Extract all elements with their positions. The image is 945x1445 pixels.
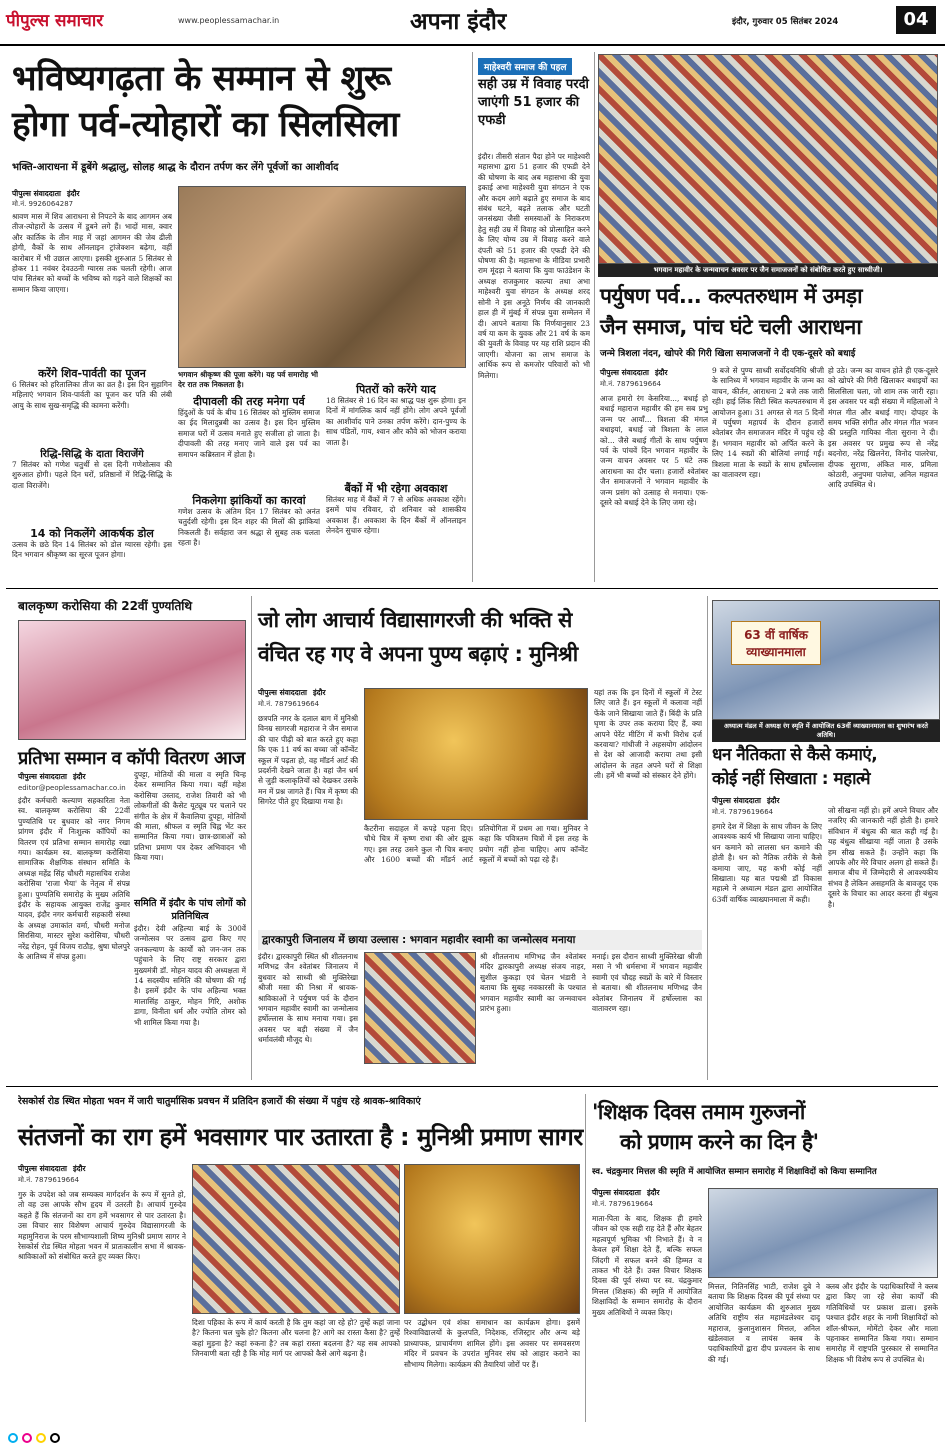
story3-photo-caption: भगवान महावीर के जन्मवाचन अवसर पर जैन समाजजनों को संबोधित करते हुए साध्वीजी। [598, 264, 938, 277]
story4-col2-body: दुपट्टा, मोतियों की माला व स्मृति चिन्ह देकर सम्मानित किया गया। यहीं महेश करोसिया उस्ताद, राजेश तिवारी को भी लोकगीतों की कैसेट यूट्यूब पर चलाने पर संगीत के क्षेत्र में कैवालिया दुपट्टा, मोतियों की माला, श्रीफल व स्मृति चिह्न भेंट कर सम्मानित किया गया। छात्र-छात्राओं को प्रतिभा प्रमाण पत्र देकर अभिवादन भी किया गया। [134, 770, 246, 863]
divider [594, 52, 595, 582]
masthead [0, 0, 945, 46]
story4-photo [18, 620, 246, 740]
story1-col1c-body: 7 सितंबर को गणेश चतुर्थी से दस दिनी गणेशोत्सव की शुरुआत होगी। पहले दिन घरों, प्रतिष्ठानों में रिद्धि-सिद्धि के दाता विराजेंगे। [12, 460, 172, 490]
story9-col3-body: क्लब और इंदौर के पदाधिकारियों ने क्लब द्वारा किए जा रहे सेवा कार्यों की गतिविधियों पर प्रकाश डाला। इसके पश्चात इंदौर शहर के नामी शिक्षाविदों को शॉल-श्रीफल, मोमेंटो देकर और माला पहनाकर सम्मानित किया गया। सम्मान समारोह में राष्ट्रपति पुरस्कार से सम्मानित शिक्षक भी विशेष रूप से उपस्थित थे। [826, 1282, 938, 1364]
section-rule [6, 1086, 938, 1087]
story1-headline-line2: होगा पर्व-त्योहारों का सिलसिला [12, 105, 399, 145]
story7-headline-line2: कोई नहीं सिखाता : महात्मे [712, 769, 870, 789]
story8-strap: रेसकोर्स रोड स्थित मोहता भवन में जारी चातुर्मासिक प्रवचन में प्रतिदिन हजारों की संख्या में पहुंच रहे श्रावक-श्राविकाएं [18, 1096, 421, 1107]
story1-byline [12, 189, 80, 199]
byline-city: इंदौर [646, 1188, 660, 1197]
story3-byline [600, 368, 668, 378]
story3-headline-line1: पर्युषण पर्व... कल्पतरुधाम में उमड़ा [600, 284, 863, 308]
story8-photo-crowd [192, 1164, 400, 1314]
byline-name: पीपुल्स संवाददाता [600, 368, 649, 377]
byline-name: पीपुल्स संवाददाता [18, 772, 67, 781]
story5-photo [364, 688, 588, 820]
section-rule [6, 588, 938, 589]
byline-name: पीपुल्स संवाददाता [12, 189, 61, 198]
story1-col3-body: 18 सितंबर से 16 दिन का श्राद्ध पक्ष शुरू होगा। इन दिनों में मांगलिक कार्य नहीं होंगे। लोग अपने पूर्वजों का आशीर्वाद पाने उनका तर्पण करेंगे। दान-पुण्य के साथ पंडितों, गाय, श्वान और कौवे को भोजन कराया जाता है। [326, 396, 466, 447]
story7-photo-caption: अध्यात्म मंडल में अध्यक्ष रंग स्मृति में आयोजित 63वीं व्याख्यानमाला का शुभारंभ करते अतिथि। [712, 720, 940, 742]
masthead-rule [0, 44, 945, 46]
story6-col3-body: मनाई। इस दौरान साध्वी मुक्तिरेखा श्रीजी मसा ने भी धर्मसभा में भगवान महावीर स्वामी एवं चौदह स्वप्नों के बारे में विस्तार से बताया। श्री शीतलनाथ मणिभद्र जैन श्वेतांबर जिनालय में हर्षोल्लास का वातावरण रहा। [592, 952, 702, 1014]
divider [251, 596, 252, 1080]
story8-mobile: मो.नं. 7879619664 [18, 1176, 80, 1184]
story4-email[interactable]: editor@peoplessamachar.co.in [18, 784, 126, 792]
story5-mobile: मो.नं. 7879619664 [258, 700, 320, 708]
story7-headline-line1: धन नैतिकता से कैसे कमाएं, [712, 745, 878, 765]
story7-photo [712, 600, 940, 720]
story4-headline: प्रतिभा सम्मान व कॉपी वितरण आज [18, 748, 245, 769]
registration-mark-icon [22, 1433, 32, 1443]
story1-sub2: रिद्धि-सिद्धि के दाता विराजेंगे [40, 449, 144, 460]
masthead-logo: पीपुल्स समाचार [6, 11, 104, 31]
story9-deck: स्व. चंद्रकुमार मित्तल की स्मृति में आयोजित सम्मान समारोह में शिक्षाविदों को किया सम्मानित [592, 1167, 877, 1177]
story9-photo [708, 1188, 938, 1278]
story6-photo [364, 952, 476, 1064]
story7-byline [712, 796, 780, 806]
story1-col2-body: हिंदुओं के पर्व के बीच 16 सितंबर को मुस्लिम समाज का ईद मिलादुन्नबी का उत्सव है। इस दिन मुस्लिम समाज घरों में उत्सव मनाते हुए सजीला हो जाता है। दीपावली की तरह मनाए जाने वाले इस पर्व का समापन कब्रिस्तान में होता है। [178, 408, 320, 459]
story4-col2b-body: इंदौर। देवी अहिल्या बाई के 300वें जन्मोत्सव पर उत्सव द्वारा किए गए जनकल्याण के कार्यों को जन-जन तक पहुंचाने के लिए राष्ट्र सरकार द्वारा मुख्यमंत्री डॉ. मोहन यादव की अध्यक्षता में 14 सदस्यीय समिति की घोषणा की गई है। इसमें इंदौर के पांच अहिल्या भक्त मालासिंह ठाकुर, मोहन गिरि, अशोक डागा, विनीता धर्म और ज्योति तोमर को भी शामिल किया गया है। [134, 924, 246, 1027]
byline-city: इंदौर [312, 688, 326, 697]
byline-city: इंदौर [654, 368, 668, 377]
story1-sub6: पितरों को करेंगे याद [356, 383, 436, 396]
byline-name: पीपुल्स संवाददाता [18, 1164, 67, 1173]
story4-sub: समिति में इंदौर के पांच लोगों को प्रतिनिधित्व [134, 898, 246, 922]
story8-byline [18, 1164, 86, 1174]
story2-body: इंदौर। तीसरी संतान पैदा होने पर माहेश्वरी महासभा द्वारा 51 हजार की एफडी देने की घोषणा के बाद अब महासभा की युवा इकाई अभा माहेश्वरी युवा संगठन ने एक और कदम आगे बढ़ाते हुए समाज के बाद संबंध घटने, बढ़ते तलाक और घटती जनसंख्या जैसी समस्याओं के निराकरण हेतु सही उम्र में विवाह को प्रोत्साहित करने के लिए योग्य उम्र में विवाह करने वाले दंपती को 51 हजार की एफडी देने की घोषणा की है। महासभा के मीडिया प्रभारी राम मूंदड़ा ने बताया कि युवा फाउंडेशन के अध्यक्ष राजकुमार काल्या तथा अभा माहेश्वरी युवा संगठन के अध्यक्ष शरद सोनी ने इस अनूठे निर्णय की जानकारी हाल ही में मुंबई में संपन्न युवा सम्मेलन में दी। आपने बताया कि निर्णयानुसार 23 वर्ष या कम के युवक और 21 वर्ष के कम की युवती के विवाह पर यह राशि प्रदान की जाएगी। योजना का लाभ समाज के आर्थिक रूप से कमजोर परिवारों को भी मिलेगा। [478, 152, 590, 380]
story1-mobile: मो.नं. 9926064287 [12, 200, 74, 208]
story1-sub3: 14 को निकलेंगे आकर्षक डोल [30, 527, 154, 540]
story3-mobile: मो.नं. 7879619664 [600, 380, 662, 388]
story1-col2b-body: गणेश उत्सव के अंतिम दिन 17 सितंबर को अनंत चतुर्दशी रहेगी। इस दिन शहर की मिलों की झांकियां निकलती हैं। सर्वहारा जन श्रद्धा से सुबह तक चलता रहता है। [178, 507, 320, 548]
divider [707, 596, 708, 1080]
story9-headline-line1: 'शिक्षक दिवस तमाम गुरुजनों [592, 1100, 805, 1124]
masthead-website[interactable]: www.peoplessamachar.in [178, 16, 280, 25]
registration-mark-icon [50, 1433, 60, 1443]
story7-banner: 63 वीं वार्षिक व्याख्यानमाला [731, 621, 821, 665]
story2-headline: सही उम्र में विवाह परदी जाएंगी 51 हजार की एफडी [478, 77, 589, 128]
story1-sub1: करेंगे शिव-पार्वती का पूजन [38, 367, 146, 380]
story1-col1-body: श्रावण मास में शिव आराधना से निपटने के बाद आगमन अब तीज-त्योहारों के उत्सव में डूबने लगे हैं। भादों मास, क्वार और कार्तिक के तीन माह में जहां आगमन की जेब ढीली होगी, वैकों के साथ ऑनलाइन ट्रांजेक्शन बढ़ेगा, वहीं कारोबार में भी उछाल आएगा। इसकी शुरुआत 5 सितंबर से होकर 11 नवंबर देवउठनी ग्यारस तक चलती रहेगी। आज पांच सितंबर को बच्चों के भविष्य को गढ़ने वाले शिक्षकों का सम्मान किया जाएगा। [12, 212, 172, 294]
story9-col2-body: मित्तल, नितिनसिंह भाटी, राजेश दुबे ने बताया कि शिक्षक दिवस की पूर्व संध्या पर आयोजित कार्यक्रम की शुरुआत मुख्य अतिथि राष्ट्रीय संत महामंडलेश्वर दादू महाराज, कुलानुशासन मित्तल, अनिल खंडेलवाल व लायंस क्लब के पदाधिकारियों द्वारा दीप प्रज्वलन के साथ की गई। [708, 1282, 820, 1364]
byline-city: इंदौर [72, 1164, 86, 1173]
byline-name: पीपुल्स संवाददाता [592, 1188, 641, 1197]
story8-col3-body: पर उद्बोधन एवं शंका समाधान का कार्यक्रम होगा। इसमें रिश्वाविद्यालयों के कुलपति, निदेशक, रजिस्ट्रार और अन्य बड़े प्राध्यापक, प्राचार्यगण शामिल होंगे। इस अवसर पर समवसरण मंदिर में प्रवचन के उपरांत मुनिवर संघ को आहार कराने का सौभाग्य मिलेगा। कार्यक्रम की तैयारियां जोरों पर हैं। [404, 1318, 580, 1369]
story3-col2-body: 9 बजे से पुण्य साध्वी सर्वोदयनिधि श्रीजी के सानिध्य में भगवान महावीर के जन्म का वाचन, कीर्तन, आराधना 2 बजे तक जारी रही। हाई लिंक सिटी स्थित कल्पतरुधाम में आयोजन हुआ। 31 अगस्त से गत 5 दिनों में पर्युषण महापर्व के दौरान हजारों श्वेतांबर जैन समाजजन मंदिर में पहुंच रहे हैं। भगवान महावीर को अर्पित करने के लिए 14 स्वप्नों की बोलियां लगाई गईं। त्रिशला माता के स्वप्नों के साथ हर्षोल्लास का वातावरण रहा। [712, 366, 824, 480]
page-number: 04 [896, 6, 936, 34]
story3-col3-body: हो उठे। जन्म का वाचन होते ही एक-दूसरे को खोपरे की गिरी खिलाकर बधाइयों का सिलसिला चला, जो शाम तक जारी रहा। इस अवसर पर बड़ी संख्या में महिलाओं ने मंगल गीत और बधाई गाए। दोपहर के समय भक्ति संगीत और मंगल गीत भजन की प्रस्तुति गायिका नीता सुराना ने दी। इस अवसर पर प्रमुख रूप से नरेंद्र बदनोरा, नरेंद्र खिलनेरा, विनोद पालरेचा, दीपक सुराणा, अंकित मारु, प्रमिला कोठारी, अनुपमा पालेचा, अनिल महावत आदि उपस्थित थे। [828, 366, 938, 490]
story1-headline-line1: भविष्यगढ़ता के सम्मान से शुरू [12, 59, 391, 99]
story3-col1-body: आज हमारो रंग केसरिया..., बधाई हो बधाई महाराज महावीर की हम सब प्रभु जन्म पर आयाँ... त्रिशला की मंगल बधाइयां, बधाई जो त्रिशला के लाल को... जैसे बधाई गीतों के साथ पर्युषण पर्व के पांचवें दिन भगवान महावीर के जन्म वाचन अवसर पर 5 घंटे तक आराधना का दौर चला। हजारों श्वेतांबर जैन समाजजनों ने भगवान महावीर के जन्म प्रसंग को उत्साह से मनाया। एक-दूसरे को बधाई देने के लिए जमा रहे। [600, 394, 708, 508]
story1-photo [178, 186, 466, 368]
story8-col2-body: दिशा पहिका के रूप में कार्य करती है कि तुम कहां जा रहे हो? तुम्हें कहां जाना है? कितना चल चुके हो? कितना और चलना है? आगे का रास्ता कैसा है? तुम्हें कहां मुड़ना है? कहां रुकना है? तब कहां रास्ता बदलना है? यह सब आपको जिनवाणी बता रही है कि मोह मार्ग पर आपको कैसे आगे बढ़ना है। [192, 1318, 400, 1359]
story4-byline [18, 772, 86, 782]
story9-headline-line2: को प्रणाम करने का दिन है' [620, 1130, 819, 1154]
story9-col1-body: माता-पिता के बाद, शिक्षक ही हमारे जीवन को एक सही राह देते हैं और बेहतर महत्वपूर्ण भूमिका भी निभाते हैं। वे न केवल हमें शिक्षा देते हैं, बल्कि सफल जिंदगी में सफल बनने की हिम्मत व ताकत भी देते हैं। उक्त विचार शिक्षक दिवस की पूर्व संध्या पर स्व. चंद्रकुमार मित्तल (शिक्षक) की स्मृति में आयोजित शिक्षाविदों के सम्मान समारोह के दौरान मुख्य अतिथियों ने व्यक्त किए। [592, 1214, 702, 1317]
story4-strap: बालकृष्ण करोसिया की 22वीं पुण्यतिथि [18, 599, 193, 613]
story1-photo-caption: भगवान श्रीकृष्ण की पूजा करेंगे। यह पर्व समारोह भी देर रात तक निकलता है। [178, 370, 318, 390]
story6-col1-body: इंदौर। द्वारकापुरी स्थित श्री शीतलनाथ मणिभद्र जैन श्वेतांबर जिनालय में बुधवार को साध्वी श्री मुक्तिरेखा श्रीजी मसा की निश्रा में श्रावक-श्राविकाओं ने पर्युषण पर्व के दौरान भगवान महावीर स्वामी का जन्मोत्सव हर्षोल्लास के साथ मनाया गया। इस अवसर पर बड़ी संख्या में जैन धर्मावलंबी मौजूद थे। [258, 952, 358, 1045]
story1-sub5: निकलेगा झांकियों का कारवां [192, 494, 306, 507]
story1-col1d-body: उत्सव के छठे दिन 14 सितंबर को डोल ग्यारस रहेगी। इस दिन भगवान श्रीकृष्ण का सूरज पूजन होगा। [12, 540, 172, 560]
story3-deck: जन्मे त्रिशला नंदन, खोपरे की गिरी खिला समाजजनों ने दी एक-दूसरे को बधाई [600, 349, 856, 359]
story5-col1-body: छत्रपति नगर के दलाल बाग में मुनिश्री विनम्र सागरजी महाराज ने जैन समाज की चार पीढ़ी को बात करते हुए कहा कि एक 11 वर्ष का बच्चा जो कॉन्वेंट स्कूल में पढ़ता हो, वह मॉडर्न आर्ट की प्रदर्शनी देखने जाता है। वहां जैन धर्म से जुड़ी कलाकृतियों को देखकर उसके मन में प्रश्न जागते हैं। चित्र में कृष्ण की सिगरेट पीते हुए दिखाया गया है। [258, 714, 358, 807]
story7-mobile: मो.नं. 7879619664 [712, 808, 774, 816]
story5-col3-body: यहां तक कि इन दिनों में स्कूलों में टेस्ट लिए जाते हैं। इन स्कूलों में कलावा नहीं फेंके जाने सिखाया जाते हैं। बिंदी के प्रति घृणा के उपर तक कराया दिए हैं, क्या आपने पेरेंट मीटिंग में कभी विरोध दर्ज करवाया? गांधीजी ने अहसयोग आंदोलन से देश को आजादी कराया तथा इसी आंदोलन के तहत अपने घरों से शिक्षा ली। हमें भी बच्चों को संस्कार देने होंगे। [594, 688, 702, 781]
story1-col1b-body: 6 सितंबर को हरितालिका तीज का व्रत है। इस दिन सुहागिन महिलाएं भगवान शिव-पार्वती का पूजन कर पति की लंबी आयु के साथ सुख-समृद्धि की कामना करेंगी। [12, 380, 172, 410]
story3-photo [598, 54, 938, 264]
story4-col1-body: इंदौर कर्मचारी कल्याण सहकारिता नेता स्व. बालकृष्ण करोसिया की 22वीं पुण्यतिथि पर बुधवार को नगर निगम प्रांगण इंदौर में निःशुल्क कॉपियों का वितरण एवं प्रतिभा सम्मान समारोह रखा गया। कार्यक्रम स्व. बालकृष्ण करोसिया सामाजिक शैक्षणिक संस्थान समिति के अध्यक्ष महेंद्र सिंह चौधरी महासचिव राजेश करोसिया 'राजा भैया' के नेतृत्व में संपन्न हुआ। पुण्यतिथि समारोह के मुख्य अतिथि इंदौर के सहायक आयुक्त राजेंद्र कुमार यादव, इंदौर नगर कर्मचारी सहकारी संस्था के अध्यक्ष उमाकांत वर्मा, चौधरी मनोज सिरसिया, मास्टर सुरेश करोसिया, चौधरी नरेंद्र रोहन, पूर्व विजय राठौड़, श्रुषा घोलपुरे के आतिथ्य में संपन्न हुआ। [18, 796, 130, 962]
section-title: अपना इंदौर [410, 9, 507, 35]
story5-headline-line2: वंचित रह गए वे अपना पुण्य बढ़ाएं : मुनिश्री [258, 642, 578, 666]
story5-headline-line1: जो लोग आचार्य विद्यासागरजी की भक्ति से [258, 608, 572, 632]
story8-photo-monk [404, 1164, 580, 1314]
color-registration-bar [0, 1430, 945, 1445]
story1-deck: भक्ति-आराधना में डूबेंगे श्रद्धालु, सोलह श्राद्ध के दौरान तर्पण कर लेंगे पूर्वजों का आशीर्वाद [12, 162, 339, 173]
divider [585, 1094, 586, 1422]
story7-col1-body: हमारे देश में शिक्षा के साथ जीवन के लिए आवश्यक कार्य भी सिखाया जाना चाहिए। धन कमाने को लालसा धन कमाने की होती है। धन को नैतिक तरीके से कैसे कमाया जाए, यह कभी कोई नहीं सिखाता। यह बात पद्मश्री डॉ विकास महात्मे ने अध्यात्म मंडल द्वारा आयोजित 63वीं वार्षिक व्याख्यानमाला में कही। [712, 822, 822, 904]
story6-headline: द्वारकापुरी जिनालय में छाया उल्लास : भगवान महावीर स्वामी का जन्मोत्सव मनाया [258, 930, 702, 950]
story2-tag: माहेश्वरी समाज की पहल [478, 58, 572, 75]
story9-byline [592, 1188, 660, 1198]
registration-mark-icon [36, 1433, 46, 1443]
story7-col2-body: जो सीखना नहीं हो। हमें अपने विचार और नजरिए की जानकारी नहीं होती है। हमारे संविधान में बंधुत्व की बात कही गई है। यह बंधुत्व सीखाया नहीं जाता है उसके हम सीख सकते हैं। उन्होंने कहा कि आपके और मेरे विचार अलग हो सकते हैं। समाज बीच में जिम्मेदारी से आवश्यकीय संभव है लेकिन असहमति के बावजूद एक दूसरे के विचार का आदर करना ही बंधुत्व है। [828, 806, 938, 909]
dateline: इंदौर, गुरुवार 05 सितंबर 2024 [732, 17, 839, 27]
byline-name: पीपुल्स संवाददाता [258, 688, 307, 697]
registration-mark-icon [8, 1433, 18, 1443]
divider [472, 52, 473, 582]
story1-col3b-body: सितंबर माह में बैंकों में 7 से अधिक अवकाश रहेंगे। इसमें पांच रविवार, दो शनिवार को शासकीय अवकाश हैं। अवकाश के दिन बैंकों में ऑनलाइन लेनदेन सुचारु रहेगा। [326, 495, 466, 536]
story1-sub4: दीपावली की तरह मनेगा पर्व [193, 395, 305, 408]
story9-mobile: मो.नं. 7879619664 [592, 1200, 654, 1208]
byline-city: इंदौर [766, 796, 780, 805]
story3-headline-line2: जैन समाज, पांच घंटे चली आराधना [600, 315, 862, 339]
byline-city: इंदौर [72, 772, 86, 781]
story5-byline [258, 688, 326, 698]
story8-col1-body: गुरु के उपदेश को जब सम्यक्त्व मार्गदर्शन के रूप में सुनते हो, तो वह उस आपके सौभ हृदय में उतरती है। आचार्य गुरुदेव कहते हैं कि संतजनों का राग हमें भवसागर से पार उतारता है। उस विचार सार विशेषण आचार्य गुरुदेव विद्यासागरजी के महामुनिराज के परम सौभाग्यशाली शिष्य मुनिश्री प्रमाण सागर ने रेसकोर्स रोड स्थित मोहता भवन में प्रातःकालीन सभा में श्रावक-श्राविकाओं को संबोधित करते हुए व्यक्त किए। [18, 1190, 186, 1262]
story1-sub7: बैंकों में भी रहेगा अवकाश [344, 482, 448, 495]
byline-name: पीपुल्स संवाददाता [712, 796, 761, 805]
story6-col2-body: श्री शीतलनाथ मणिभद्र जैन श्वेतांबर मंदिर द्वारकापुरी अध्यक्ष संजय नाहर, सुशील कुकड़ा एवं चेतन भंडारी ने बताया कि सुबह नवकारसी के पश्चात भगवान महावीर स्वामी का जन्मवाचन प्रारंभ हुआ। [480, 952, 586, 1014]
story5-col2-body: कैटरीना सदाहल में कपड़े पहना दिए। चौथे चित्र में कृष्ण राधा की ओर झुक गए। इस तरह उसने कुल नौ चित्र बनाए और 1600 बच्चों की मॉडर्न आर्ट प्रतियोगिता में प्रथम आ गया। मुनिवर ने कहा कि पवित्रतम चित्रों में इस तरह के प्रयोग नहीं होना चाहिए। आप कॉन्वेंट स्कूलों में बच्चों को पढ़ा रहे हैं। [364, 824, 588, 865]
story8-headline: संतजनों का राग हमें भवसागर पार उतारता है : मुनिश्री प्रमाण सागर [18, 1123, 583, 1151]
byline-city: इंदौर [66, 189, 80, 198]
